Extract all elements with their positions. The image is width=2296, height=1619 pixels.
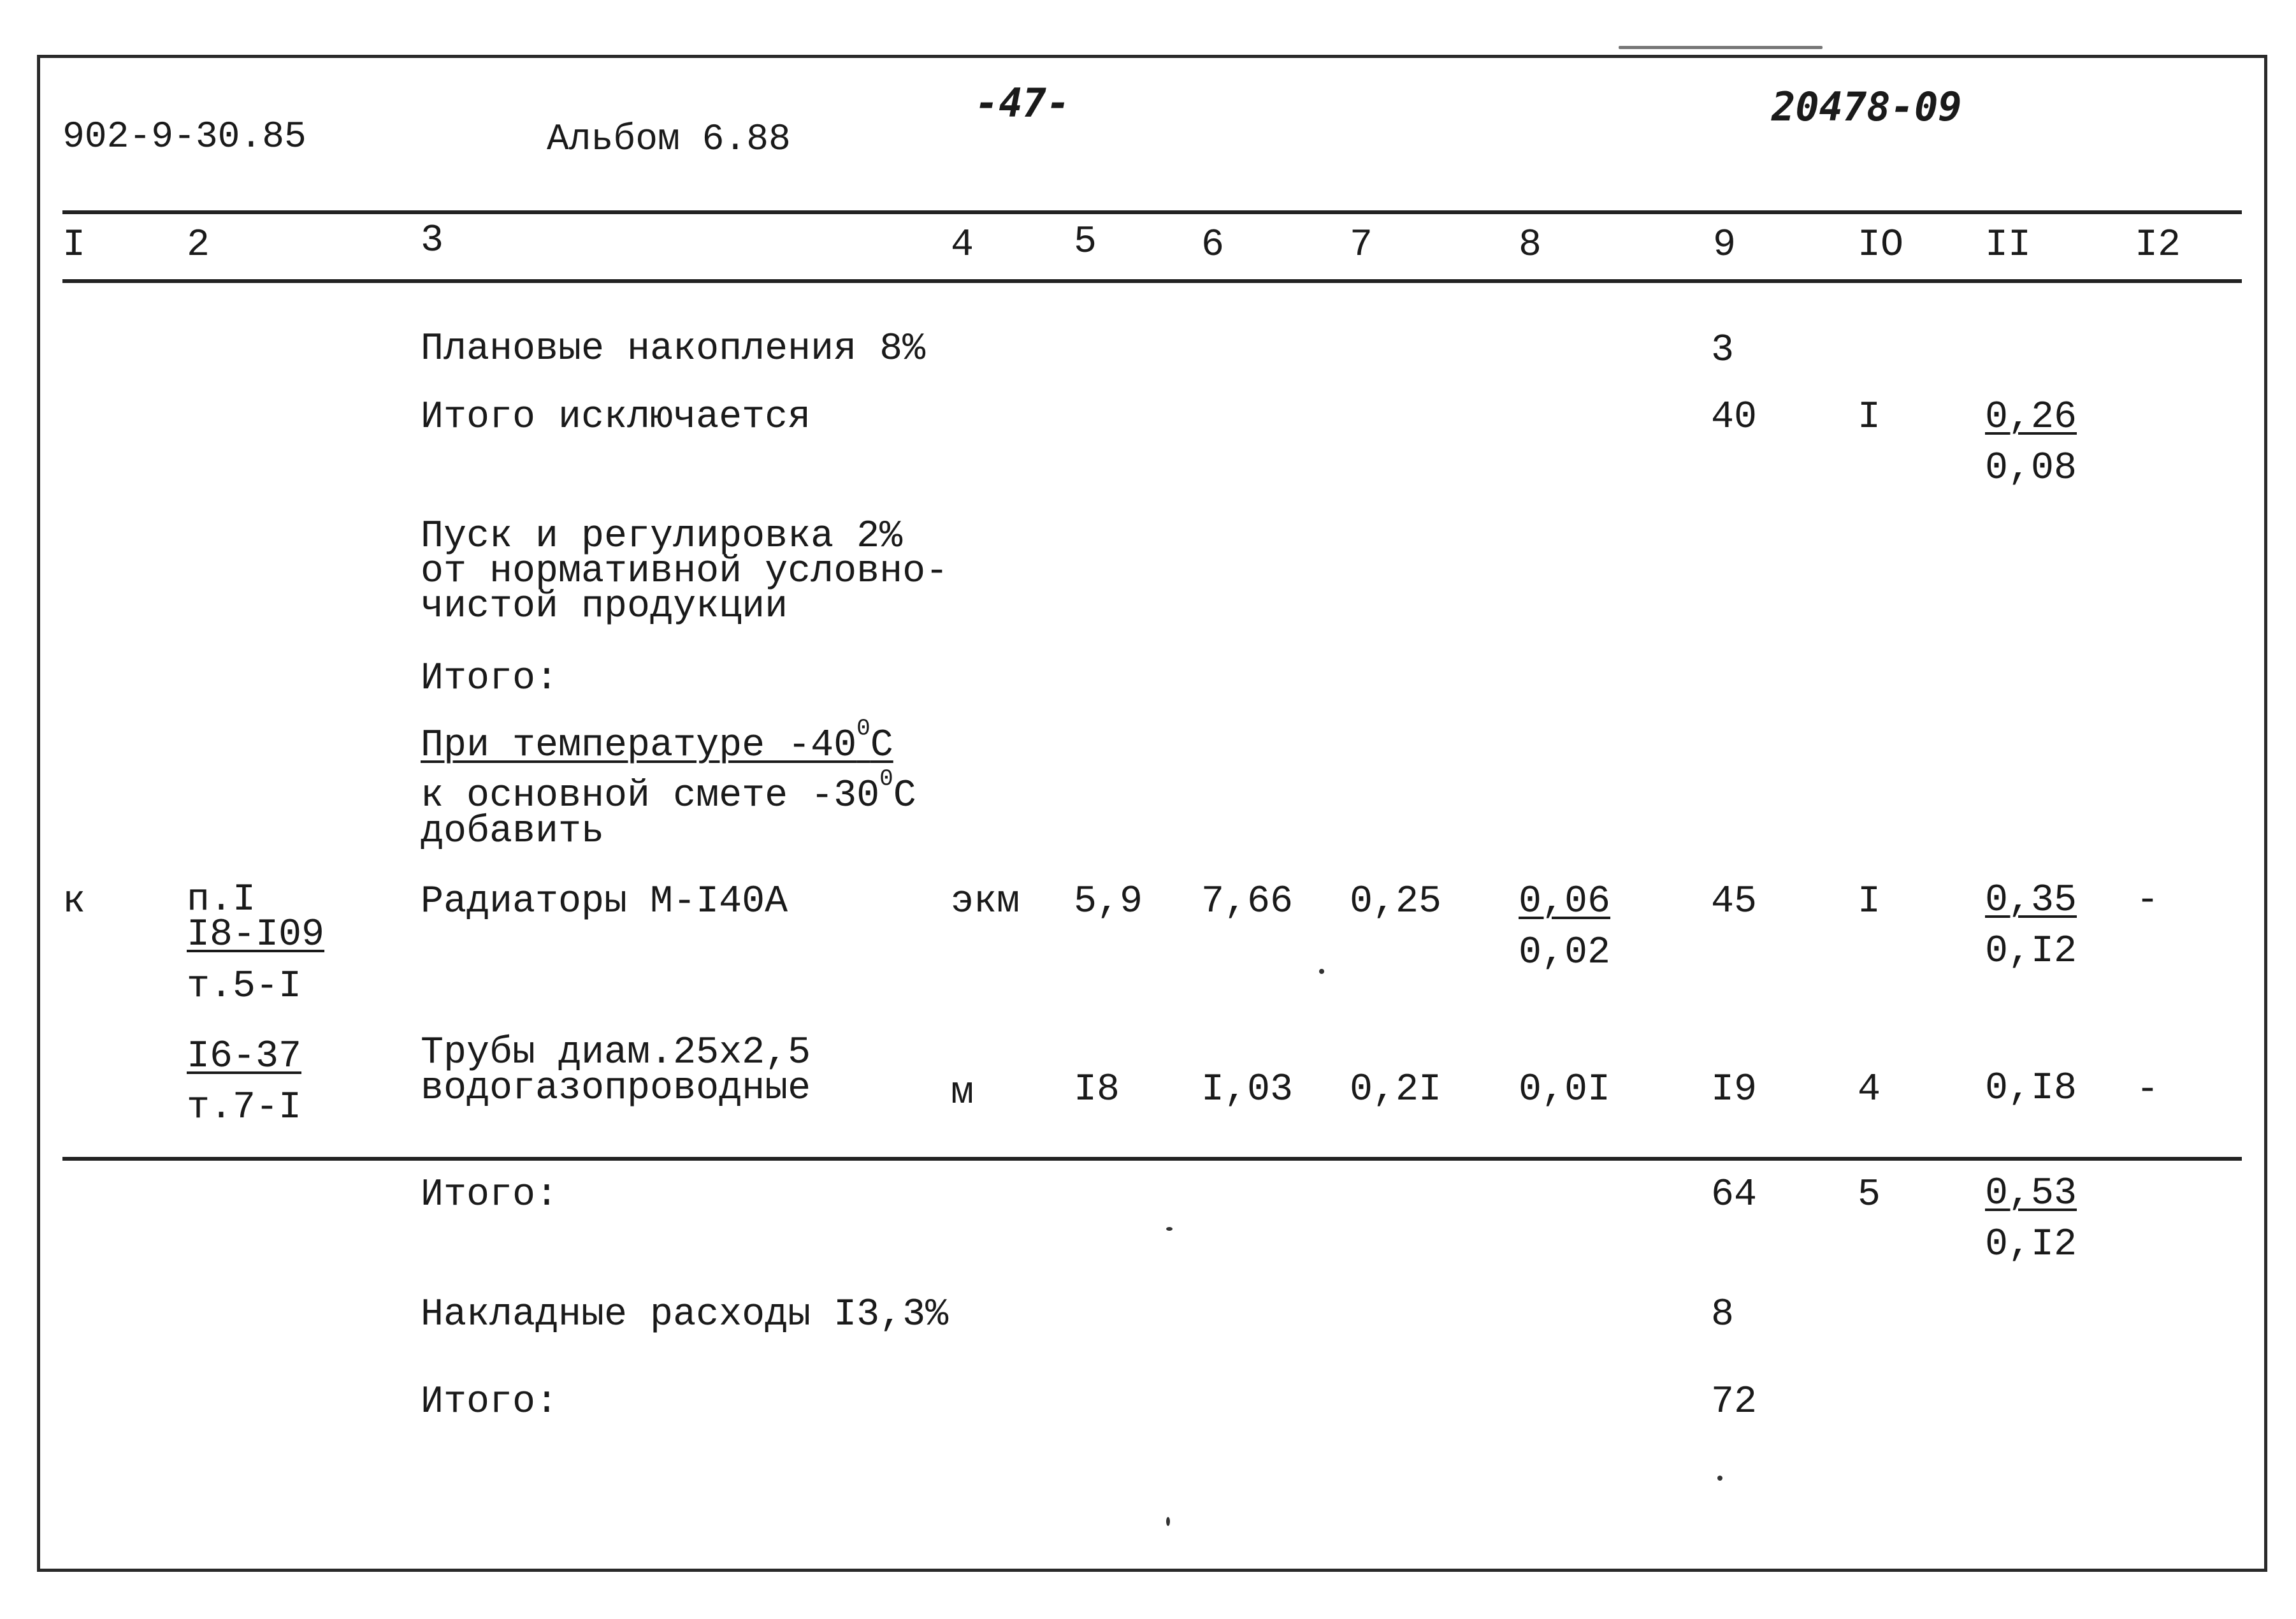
row-pipes-col2-b: т.7-I (187, 1086, 302, 1129)
row-overhead-name: Накладные расходы I3,3% (421, 1293, 949, 1337)
row-pipes-col7: 0,2I (1350, 1068, 1442, 1112)
row-total-excluded-col10: I (1858, 396, 1881, 439)
row-pipes-col11: 0,I8 (1985, 1067, 2077, 1110)
row-subtotal-1-name: Итого: (421, 657, 559, 701)
row-pipes-col6: I,03 (1201, 1068, 1294, 1112)
row-subtotal-2-col10: 5 (1858, 1173, 1881, 1217)
row-radiators-col2-b: I8-I09 (187, 913, 325, 957)
row-planned-savings-name: Плановые накопления 8% (421, 328, 926, 371)
row-add-to-estimate-line2: добавить (421, 810, 605, 853)
subtotal-rule (62, 1157, 2242, 1161)
column-header-12: I2 (2135, 224, 2181, 267)
row-total-excluded-col11-top: 0,26 (1985, 396, 2077, 439)
column-header-2: 2 (187, 224, 210, 267)
row-startup-line1: Пуск и регулировка 2% (421, 515, 903, 558)
row-pipes-col9: I9 (1711, 1068, 1758, 1112)
scan-speck (1319, 969, 1324, 974)
row-radiators-col10: I (1858, 880, 1881, 924)
row-radiators-col11-bottom: 0,I2 (1985, 930, 2077, 973)
row-pipes-col2-a: I6-37 (187, 1035, 302, 1078)
header-rule-bottom (62, 279, 2242, 283)
row-pipes-col8: 0,0I (1519, 1068, 1611, 1112)
row-radiators-col2-a: п.I (187, 878, 256, 922)
column-header-8: 8 (1519, 224, 1542, 267)
row-add-to-estimate-line1: к основной смете $-30^0С$ (421, 766, 916, 818)
row-radiators-col12: - (2136, 879, 2160, 922)
row-total-excluded-col11-bottom: 0,08 (1985, 447, 2077, 490)
row-temperature-title: При температуре $-40^0С$ (421, 715, 893, 767)
row-radiators-col8-bottom: 0,02 (1519, 931, 1611, 975)
row-radiators-name: Радиаторы М-I40А (421, 880, 788, 924)
row-startup-line3: чистой продукции (421, 585, 788, 628)
row-radiators-col7: 0,25 (1350, 880, 1442, 924)
column-header-5: 5 (1074, 221, 1097, 264)
row-pipes-col12: - (2136, 1068, 2160, 1112)
row-subtotal-2-col11-bottom: 0,I2 (1985, 1223, 2077, 1267)
row-startup-line2: от нормативной условно- (421, 550, 949, 593)
row-radiators-col8-top: 0,06 (1519, 880, 1611, 924)
scan-speck (1166, 1227, 1173, 1231)
column-header-11: II (1985, 224, 2032, 267)
row-radiators-col6: 7,66 (1201, 880, 1294, 924)
row-radiators-col9: 45 (1711, 880, 1758, 924)
row-total-excluded-name: Итого исключается (421, 396, 811, 439)
row-radiators-col5: 5,9 (1074, 880, 1143, 924)
column-header-6: 6 (1201, 224, 1225, 267)
row-radiators-col11-top: 0,35 (1985, 879, 2077, 922)
column-header-10: IO (1858, 224, 1904, 267)
row-pipes-line2: водогазопроводные (421, 1067, 811, 1110)
row-grand-total-name: Итого: (421, 1381, 559, 1424)
row-pipes-col5: I8 (1074, 1068, 1120, 1112)
column-header-9: 9 (1713, 224, 1736, 267)
row-subtotal-2-col9: 64 (1711, 1173, 1758, 1217)
scan-speck (1717, 1476, 1722, 1481)
column-header-4: 4 (951, 224, 974, 267)
header-rule-top (62, 210, 2242, 214)
scan-speck (1166, 1517, 1170, 1526)
document-code: 902-9-30.85 (62, 117, 307, 158)
column-header-7: 7 (1350, 224, 1373, 267)
row-subtotal-2-col11-top: 0,53 (1985, 1172, 2077, 1216)
row-radiators-col1: к (62, 880, 86, 924)
column-header-1: I (62, 224, 86, 267)
row-pipes-col10: 4 (1858, 1068, 1881, 1112)
row-pipes-line1: Трубы диам.25х2,5 (421, 1031, 811, 1075)
document-number: 20478-09 (1772, 83, 1962, 130)
row-total-excluded-col9: 40 (1711, 396, 1758, 439)
row-subtotal-2-name: Итого: (421, 1173, 559, 1217)
page-number: -47- (975, 80, 1071, 126)
row-pipes-col4: м (951, 1071, 974, 1115)
row-radiators-col4: экм (951, 880, 1020, 924)
row-planned-savings-col9: 3 (1711, 329, 1735, 372)
row-grand-total-col9: 72 (1711, 1381, 1758, 1424)
row-overhead-col9: 8 (1711, 1293, 1735, 1337)
row-radiators-col2-c: т.5-I (187, 965, 302, 1008)
album-label: Альбом 6.88 (547, 119, 791, 161)
scan-mark (1619, 46, 1823, 49)
column-header-3: 3 (421, 219, 444, 263)
